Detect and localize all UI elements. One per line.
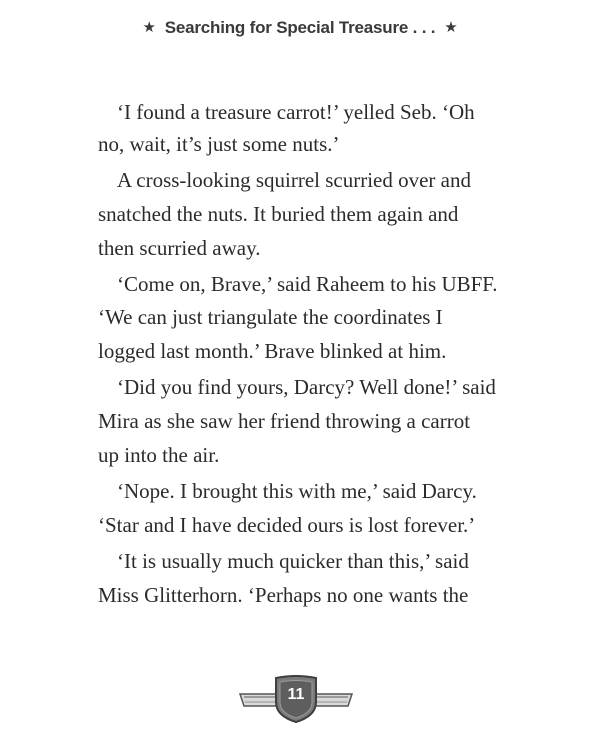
text-line-4: snatched the nuts. It buried them again and	[98, 202, 459, 226]
text-line-6: ‘Come on, Brave,’ said Raheem to his UBFF.	[117, 272, 498, 296]
text-line-9: ‘Did you find yours, Darcy? Well done!’ said	[117, 375, 496, 399]
text-line-3: A cross-looking squirrel scurried over and	[117, 168, 471, 192]
text-line-11: up into the air.	[98, 443, 220, 467]
star-icon-left: ★	[142, 19, 156, 36]
star-icon-right: ★	[444, 19, 458, 36]
text-line-12: ‘Nope. I brought this with me,’ said Darcy.	[117, 479, 477, 503]
text-line-1: ‘I found a treasure carrot!’ yelled Seb. ‘Oh	[117, 100, 475, 124]
text-line-15: Miss Glitterhorn. ‘Perhaps no one wants the	[98, 583, 469, 607]
text-line-5: then scurried away.	[98, 236, 261, 260]
page-number-badge	[236, 674, 356, 724]
text-line-8: logged last month.’ Brave blinked at him.	[98, 339, 447, 363]
running-header-title: Searching for Special Treasure . . .	[164, 18, 436, 37]
text-line-10: Mira as she saw her friend throwing a carrot	[98, 409, 471, 433]
page-number: 11	[287, 686, 305, 703]
text-line-2: no, wait, it’s just some nuts.’	[98, 132, 340, 156]
text-line-14: ‘It is usually much quicker than this,’ said	[117, 549, 469, 573]
text-line-13: ‘Star and I have decided ours is lost forever.’	[98, 513, 476, 537]
text-line-7: ‘We can just triangulate the coordinates I	[98, 305, 443, 329]
